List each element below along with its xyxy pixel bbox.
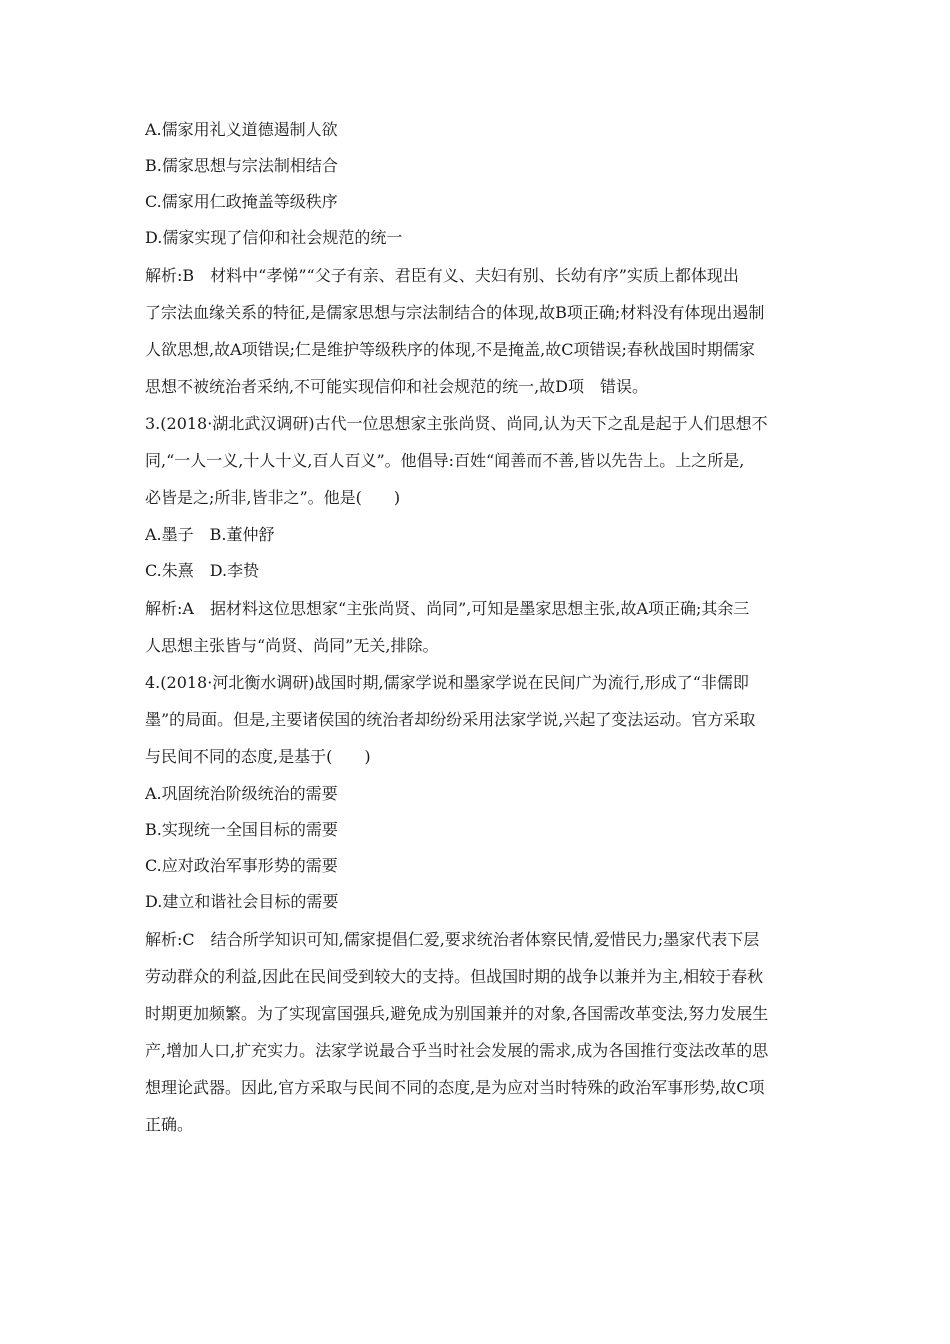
q4-analysis-line-4: 产,增加人口,扩充实力。法家学说最合乎当时社会发展的需求,成为各国推行变法改革的思 [145, 1041, 769, 1060]
q4-option-c: C.应对政治军事形势的需要 [145, 856, 338, 875]
q4-stem-line-3: 与民间不同的态度,是基于( ) [145, 747, 371, 766]
q4-analysis-line-3: 时期更加频繁。为了实现富国强兵,避免成为别国兼并的对象,各国需改革变法,努力发展生 [145, 1004, 769, 1023]
q3-options-line-1: A.墨子 B.董仲舒 [145, 525, 275, 544]
q3-analysis-line-2: 人思想主张皆与“尚贤、尚同”无关,排除。 [145, 636, 439, 655]
q2-analysis-line-4: 思想不被统治者采纳,不可能实现信仰和社会规范的统一,故D项 错误。 [145, 377, 649, 396]
q4-analysis-line-1: 解析:C 结合所学知识可知,儒家提倡仁爱,要求统治者体察民情,爱惜民力;墨家代表下层 [145, 930, 760, 949]
q2-analysis-line-1: 解析:B 材料中“孝悌”“父子有亲、君臣有义、夫妇有别、长幼有序”实质上都体现出 [145, 266, 739, 285]
q4-option-a: A.巩固统治阶级统治的需要 [145, 784, 338, 803]
q4-option-d: D.建立和谐社会目标的需要 [145, 892, 339, 911]
q4-analysis-line-5: 想理论武器。因此,官方采取与民间不同的态度,是为应对当时特殊的政治军事形势,故C项 [145, 1078, 765, 1097]
q3-stem-line-3: 必皆是之;所非,皆非之”。他是( ) [145, 488, 401, 507]
document-page [145, 120, 815, 1152]
q2-analysis-line-3: 人欲思想,故A项错误;仁是维护等级秩序的体现,不是掩盖,故C项错误;春秋战国时期儒家 [145, 340, 755, 359]
q2-option-c: C.儒家用仁政掩盖等级秩序 [145, 192, 338, 211]
q3-stem-line-1: 3.(2018·湖北武汉调研)古代一位思想家主张尚贤、尚同,认为天下之乱是起于人们思想不 [145, 414, 768, 433]
q2-option-d: D.儒家实现了信仰和社会规范的统一 [145, 228, 403, 247]
q4-stem-line-2: 墨”的局面。但是,主要诸侯国的统治者却纷纷采用法家学说,兴起了变法运动。官方采取 [145, 710, 756, 729]
q4-stem-line-1: 4.(2018·河北衡水调研)战国时期,儒家学说和墨家学说在民间广为流行,形成了“非儒即 [145, 673, 749, 692]
q2-option-b: B.儒家思想与宗法制相结合 [145, 156, 338, 175]
q3-stem-line-2: 同,“一人一义,十人十义,百人百义”。他倡导:百姓“闻善而不善,皆以先告上。上之所是, [145, 451, 745, 470]
q3-analysis-line-1: 解析:A 据材料这位思想家“主张尚贤、尚同”,可知是墨家思想主张,故A项正确;其余三 [145, 599, 750, 618]
q2-option-a: A.儒家用礼义道德遏制人欲 [145, 120, 338, 139]
q2-analysis-line-2: 了宗法血缘关系的特征,是儒家思想与宗法制结合的体现,故B项正确;材料没有体现出遏制 [145, 303, 765, 322]
q4-analysis-line-2: 劳动群众的利益,因此在民间受到较大的支持。但战国时期的战争以兼并为主,相较于春秋 [145, 967, 764, 986]
q4-option-b: B.实现统一全国目标的需要 [145, 820, 338, 839]
q4-analysis-line-6: 正确。 [145, 1115, 194, 1134]
q3-options-line-2: C.朱熹 D.李贽 [145, 561, 260, 580]
